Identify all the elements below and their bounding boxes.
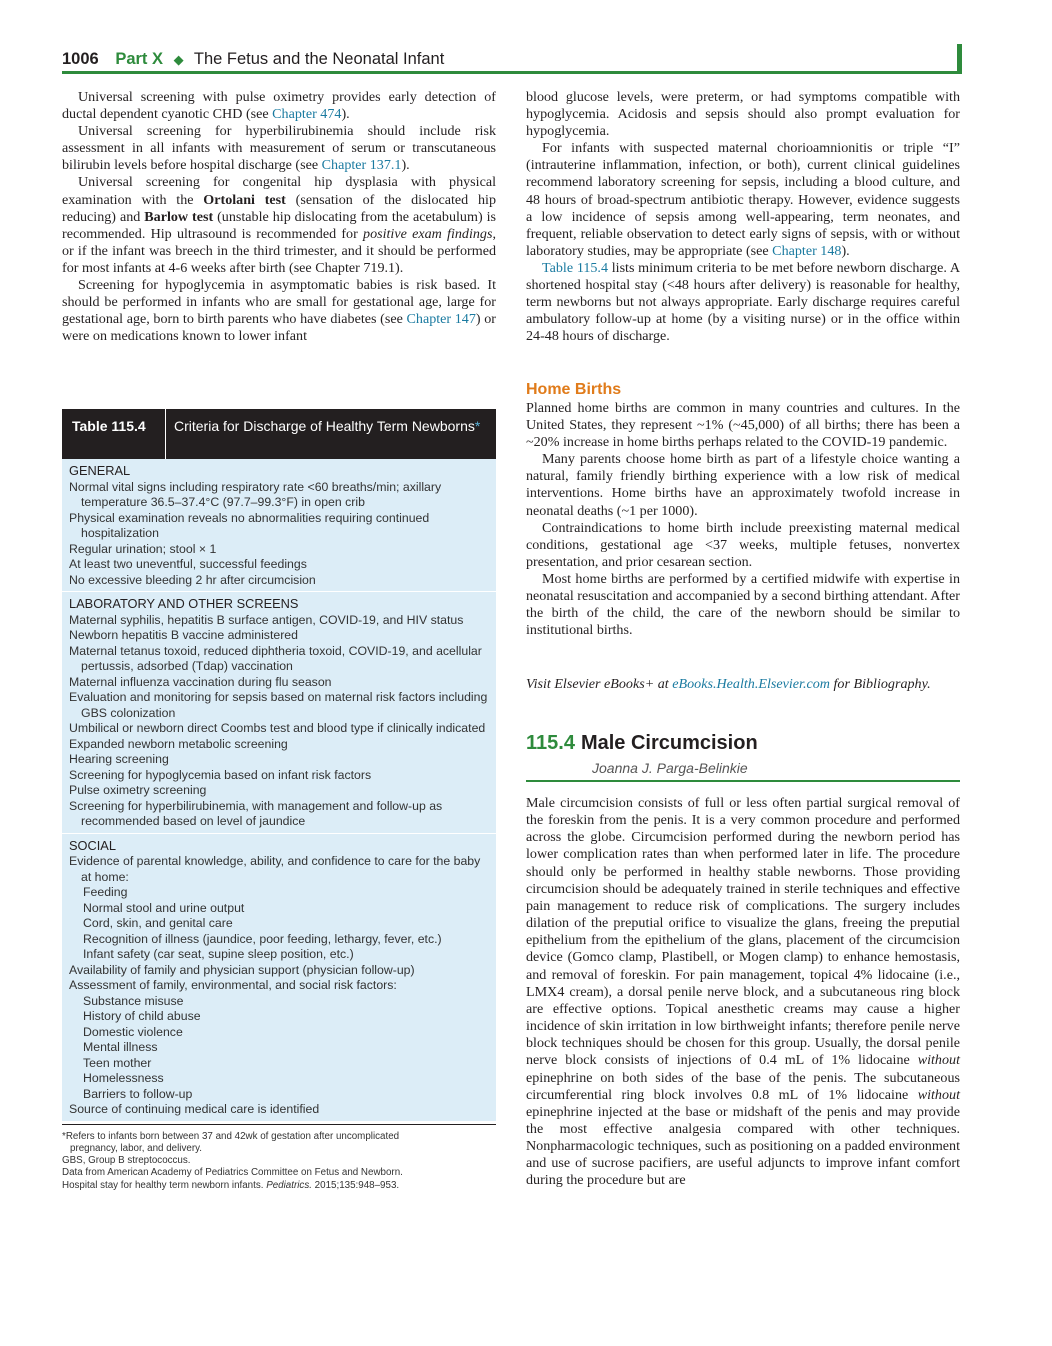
footnote: pregnancy, labor, and delivery. xyxy=(70,1142,202,1154)
left-column-text xyxy=(62,89,496,345)
table-subitem: Domestic violence xyxy=(83,1024,183,1039)
table-item: Maternal tetanus toxoid, reduced diphtheria toxoid, COVID-19, and acellular pertussis, adsorbed (Tdap) vaccination xyxy=(69,643,482,673)
footnote: Hospital stay for healthy term newborn infants. Pediatrics. 2015;135:948–953. xyxy=(62,1179,400,1191)
table-item: No excessive bleeding 2 hr after circumcision xyxy=(69,572,316,587)
table-item: Maternal influenza vaccination during flu season xyxy=(69,674,332,689)
paragraph: Universal screening with pulse oximetry provides early detection of ductal dependent cyanotic CHD (see Chapter 474). xyxy=(62,89,496,123)
table-body xyxy=(62,459,496,1121)
right-column-text xyxy=(526,89,960,345)
table-item: Availability of family and physician support (physician follow-up) xyxy=(69,962,415,977)
table-subitem: Homelessness xyxy=(83,1071,164,1085)
table-subitem: Feeding xyxy=(83,885,128,899)
table-item: Screening for hyperbilirubinemia, with management and follow-up as recommended based on level of jaundice xyxy=(69,798,443,828)
table-item: Newborn hepatitis B vaccine administered xyxy=(69,628,298,642)
table-item: Maternal syphilis, hepatitis B surface antigen, COVID-19, and HIV status xyxy=(69,612,464,627)
table-footnotes xyxy=(62,1131,496,1192)
diamond-icon: ◆ xyxy=(173,52,184,67)
paragraph: Contraindications to home birth include preexisting maternal medical conditions, gestational age <37 weeks, multiple fetuses, nonvertex presentation, and prior cesarean section. xyxy=(526,519,960,570)
table-item: Assessment of family, environmental, and social risk factors: xyxy=(69,978,397,992)
paragraph: Most home births are performed by a certified midwife with expertise in neonatal resuscitation and accompanied by a second birthing attendant. After the birth of the child, the care of the newborn should be similar to institutional births. xyxy=(526,570,960,639)
table-section-general xyxy=(62,459,496,591)
section-heading-home-births: Home Births xyxy=(526,381,622,398)
part-label: Part X xyxy=(115,50,163,68)
chapter-author: Joanna J. Parga-Belinkie xyxy=(592,760,748,776)
table-subitem: Recognition of illness (jaundice, poor feeding, lethargy, fever, etc.) xyxy=(83,931,442,946)
paragraph: Planned home births are common in many countries and cultures. In the United States, they represent ~1% (~45,000) of all births; there has been a ~20% increase in home births perhaps related to the COVID-19 pandemic. xyxy=(526,400,960,451)
table-section-heading: SOCIAL xyxy=(69,837,116,853)
header-accent-bar xyxy=(957,44,962,74)
table-link[interactable]: Table 115.4 xyxy=(542,259,609,276)
table-subitem: Substance misuse xyxy=(83,993,184,1008)
table-item: Normal vital signs including respiratory rate <60 breaths/min; axillary temperature 36.5–37.4°C (97.7–99.3°F) in open crib xyxy=(69,479,442,509)
table-item: At least two uneventful, successful feedings xyxy=(69,557,307,571)
paragraph: Universal screening for hyperbilirubinemia should include risk assessment in all infants with measurement of serum or transcutaneous bilirubin levels before hospital discharge (see Chapter 137.1). xyxy=(62,123,496,174)
chapter-divider xyxy=(526,780,960,782)
table-item: Evidence of parental knowledge, ability, and confidence to care for the baby at home: xyxy=(69,854,481,884)
table-section-heading: GENERAL xyxy=(69,463,131,478)
table-title: Criteria for Discharge of Healthy Term Newborns* xyxy=(174,418,481,434)
table-item: Umbilical or newborn direct Coombs test and blood type if clinically indicated xyxy=(69,721,486,735)
paragraph: Many parents choose home birth as part of a lifestyle choice wanting a natural, family friendly birthing experience with a low risk of medical interventions. Home births have an approximately twofold increase in neonatal deaths (~1 per 1000). xyxy=(526,451,960,519)
running-head-text xyxy=(62,50,444,69)
table-subitem: Normal stool and urine output xyxy=(83,900,245,915)
table-section-laboratory xyxy=(62,591,496,833)
table-subitem: Cord, skin, and genital care xyxy=(83,916,233,930)
footnote-mark: * xyxy=(474,418,481,434)
paragraph: Screening for hypoglycemia in asymptomatic babies is risk based. It should be performed in infants who are small for gestational age, large for gestational age, born to birth parents who have diabetes (see Chapter 147) or were on medications known to lower infant xyxy=(62,277,496,345)
table-label: Table 115.4 xyxy=(62,409,166,459)
table-item: Expanded newborn metabolic screening xyxy=(69,736,288,751)
table-subitem: Mental illness xyxy=(83,1040,158,1054)
table-item: Source of continuing medical care is identified xyxy=(69,1102,320,1116)
footnote: *Refers to infants born between 37 and 42wk of gestation after uncomplicated xyxy=(62,1130,400,1142)
table-section-social xyxy=(62,833,496,1121)
table-section-heading: LABORATORY AND OTHER SCREENS xyxy=(69,596,299,611)
chapter-link[interactable]: Chapter 148 xyxy=(772,242,842,259)
footnote: Data from American Academy of Pediatrics Committee on Fetus and Newborn. xyxy=(62,1167,403,1179)
table-item: Regular urination; stool × 1 xyxy=(69,541,217,556)
table-item: Screening for hypoglycemia based on infant risk factors xyxy=(69,767,372,782)
table-subitem: Infant safety (car seat, supine sleep position, etc.) xyxy=(83,947,354,961)
paragraph: For infants with suspected maternal chorioamnionitis or triple “I” (intrauterine inflammation, infection, or both), current clinical guidelines recommend laboratory screening for sepsis, including a blood culture, and 48 hours of broad-spectrum antibiotic therapy. However, evidence suggests a low incidence of sepsis among well-appearing, term neonates, and frequent, reliable observation to detect early signs of sepsis, with or without laboratory studies, may be appropriate (see Chapter 148). xyxy=(526,140,960,259)
page-number: 1006 xyxy=(62,50,99,68)
chapter-link[interactable]: Chapter 147 xyxy=(406,311,476,328)
chapter-title: Male Circumcision xyxy=(580,732,758,754)
chapter-heading xyxy=(526,732,960,755)
table-subitem: Barriers to follow-up xyxy=(83,1086,193,1101)
table-item: Evaluation and monitoring for sepsis based on maternal risk factors including GBS colonization xyxy=(69,690,488,720)
table-discharge-criteria xyxy=(62,409,496,1192)
home-births-text xyxy=(526,400,960,639)
paragraph: blood glucose levels, were preterm, or had symptoms compatible with hypoglycemia. Acidosis and sepsis should also prompt evaluation for hypoglycemia. xyxy=(526,89,960,140)
table-item: Physical examination reveals no abnormalities requiring continued hospitalization xyxy=(69,510,430,540)
running-head xyxy=(62,48,960,74)
chapter-link[interactable]: Chapter 474 xyxy=(272,106,342,123)
chapter-link[interactable]: Chapter 137.1 xyxy=(321,157,402,174)
table-header xyxy=(62,409,496,459)
table-subitem: History of child abuse xyxy=(83,1009,201,1023)
chapter-number: 115.4 xyxy=(526,732,575,754)
paragraph: Table 115.4 lists minimum criteria to be met before newborn discharge. A shortened hospital stay (<48 hours after delivery) is reasonable for healthy, term newborns but not always appropriate. Early discharge requires careful ambulatory follow-up at home (by a visiting nurse) or in the office within 24-48 hours of discharge. xyxy=(526,259,960,345)
paragraph: Universal screening for congenital hip dysplasia with physical examination with the Ortolani test (sensation of the dislocated hip reducing) and Barlow test (unstable hip dislocating from the acetabulum) is recommended. Hip ultrasound is recommended for positive exam findings, or if the infant was breech in the third trimester, and it should be performed for most infants at 4-6 weeks after birth (see Chapter 719.1). xyxy=(62,174,497,276)
table-subitem: Teen mother xyxy=(83,1055,152,1070)
part-title: The Fetus and the Neonatal Infant xyxy=(193,50,445,68)
table-item: Hearing screening xyxy=(69,752,169,766)
table-bottom-rule xyxy=(62,1124,496,1125)
bibliography-note: Visit Elsevier eBooks+ at eBooks.Health.Elsevier.com for Bibliography. xyxy=(526,676,931,692)
footnote: GBS, Group B streptococcus. xyxy=(62,1155,191,1167)
ebooks-link[interactable]: eBooks.Health.Elsevier.com xyxy=(672,676,830,692)
circumcision-text: Male circumcision consists of full or less often partial surgical removal of the foreskin from the penis. It is a very common procedure and performed across the globe. Circumcision performed during the newborn period has lower complication rates than when performed later in life. The procedure should only be performed in healthy stable newborns. Those providing circumcision should be adequately trained in sterile techniques and effective pain management to reduce risk of complications. The surgery includes dilation of the preputial orifice to visualize the glans, freeing the preputial epithelium from the epithelium of the glans, placement of the circumcision device (Gomco clamp, Plastibell, or Mogen clamp) to enhance hemostasis, and removal of foreskin. For pain management, topical 4% lidocaine (i.e., LMX4 cream), a dorsal penile nerve block, and a subcutaneous ring block are effective options. Topical anesthetic creams may cause a higher incidence of skin irritation in low birthweight infants; therefore penile nerve block techniques should be chosen for this group. Usually, the dorsal penile nerve block consists of injections of 0.4 mL of 1% lidocaine without epinephrine on both sides of the base of the penis. The subcutaneous circumferential ring block involves 0.8 mL of 1% lidocaine without epinephrine injected at the base or midshaft of the penis and may provide the most effective analgesia compared with other techniques. Nonpharmacologic techniques, such as positioning on a padded environment and use of sucrose pacifiers, are useful adjuncts to improve infant comfort during the procedure but are xyxy=(526,795,960,1189)
table-item: Pulse oximetry screening xyxy=(69,783,207,797)
